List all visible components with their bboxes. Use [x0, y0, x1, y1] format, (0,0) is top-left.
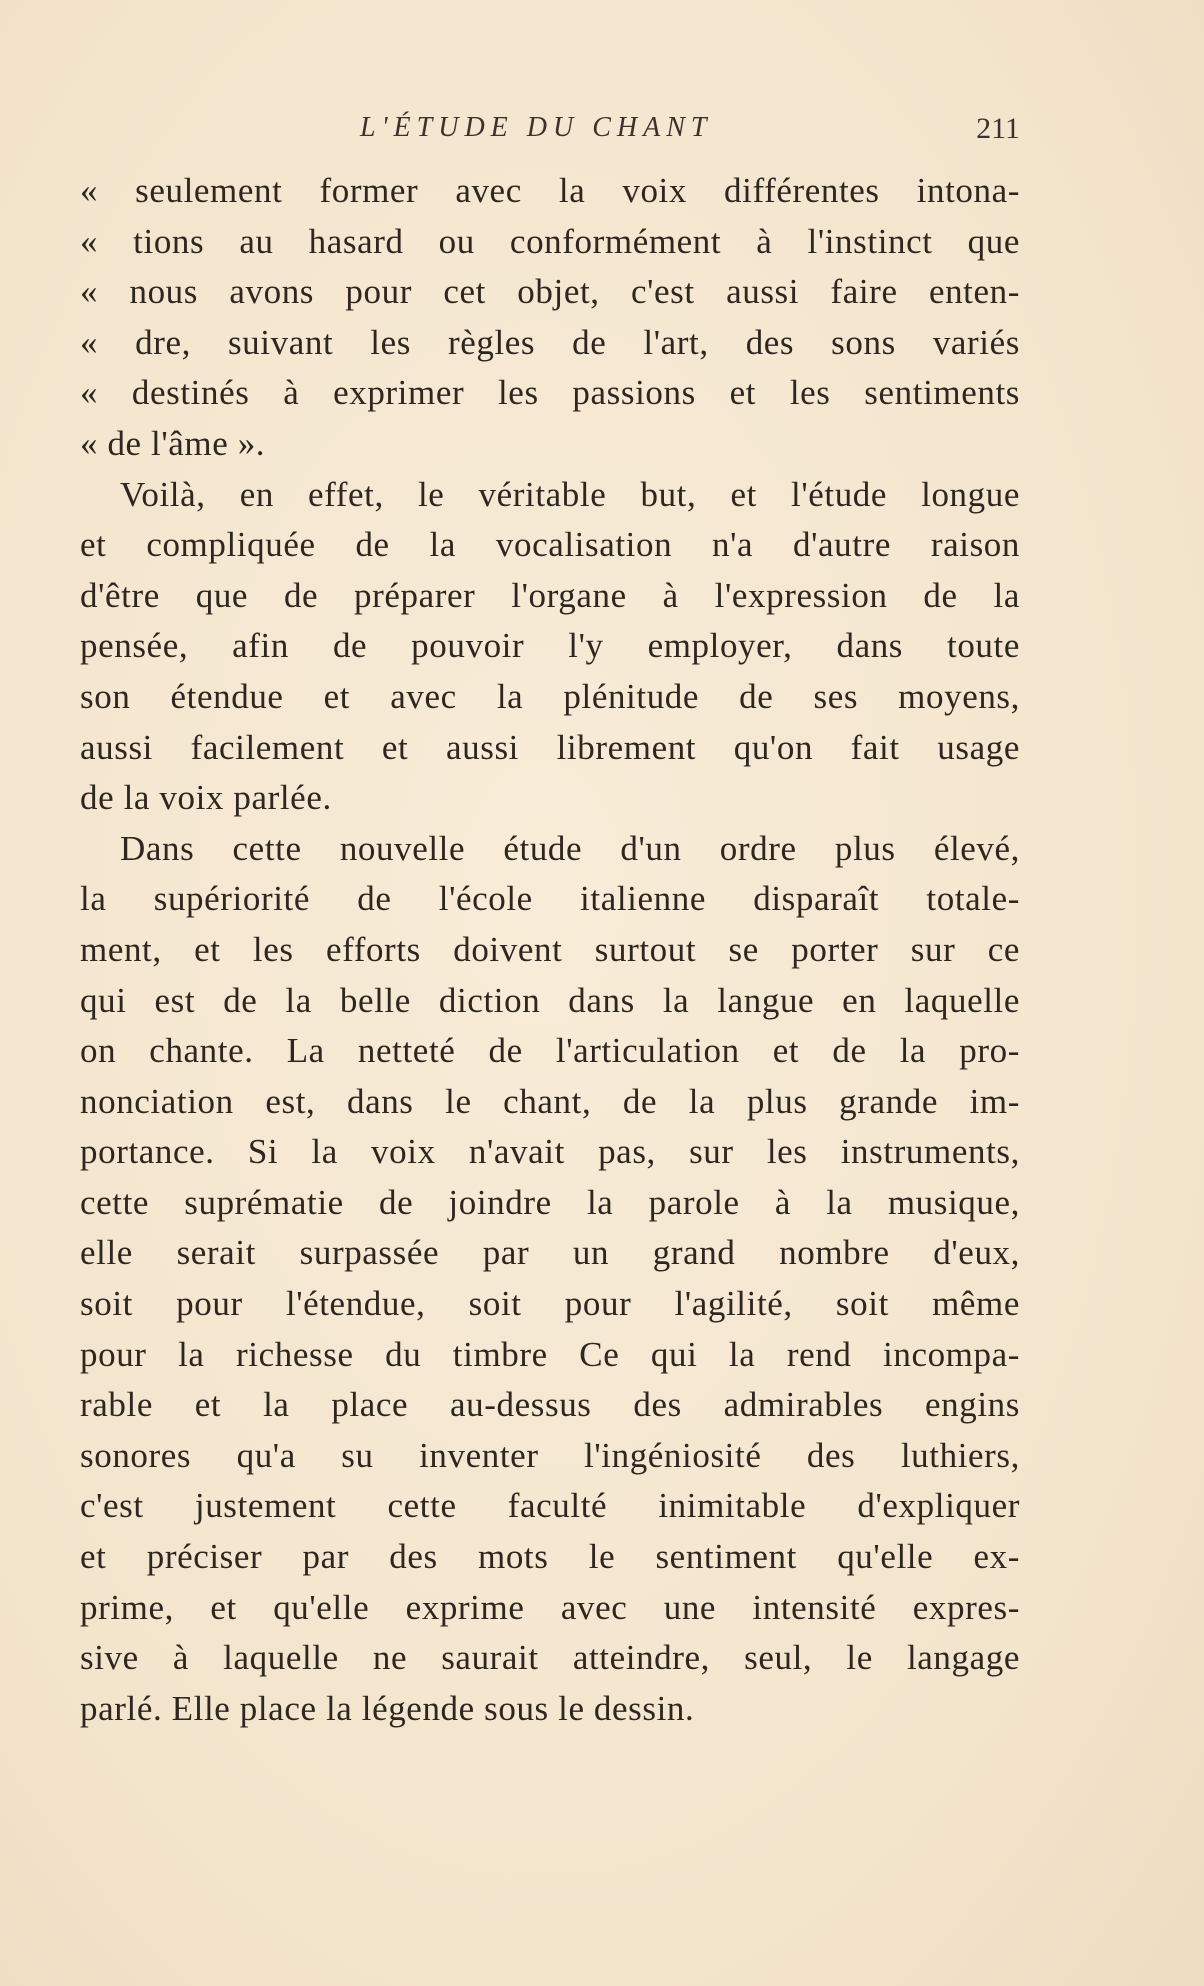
text-line: nonciation est, dans le chant, de la plus grande im-	[80, 1081, 1020, 1121]
text-line: la supériorité de l'école italienne disparaît totale-	[80, 879, 1020, 919]
body-text	[80, 166, 1020, 1734]
text-line: qui est de la belle diction dans la langue en laquelle	[80, 980, 1020, 1020]
paragraph-first-line: Voilà, en effet, le véritable but, et l'étude longue	[120, 474, 1020, 514]
text-line: ment, et les efforts doivent surtout se porter sur ce	[80, 929, 1020, 969]
text-line: rable et la place au-dessus des admirables engins	[80, 1385, 1020, 1425]
text-line: « seulement former avec la voix différentes intona-	[80, 171, 1020, 210]
text-line: c'est justement cette faculté inimitable d'expliquer	[80, 1486, 1020, 1526]
text-line: soit pour l'étendue, soit pour l'agilité, soit même	[80, 1284, 1020, 1324]
text-line: « nous avons pour cet objet, c'est aussi faire enten-	[80, 272, 1020, 312]
page-number: 211	[976, 112, 1020, 145]
text-line: « de l'âme ».	[80, 423, 266, 463]
text-line: « destinés à exprimer les passions et les sentiments	[80, 373, 1020, 413]
text-line: on chante. La netteté de l'articulation et de la pro-	[80, 1031, 1020, 1071]
text-line: sonores qu'a su inventer l'ingéniosité des luthiers,	[80, 1435, 1020, 1475]
text-line: « dre, suivant les règles de l'art, des sons variés	[80, 322, 1020, 362]
text-line: elle serait surpassée par un grand nombre d'eux,	[80, 1233, 1020, 1273]
text-line: sive à laquelle ne saurait atteindre, seul, le langage	[80, 1638, 1020, 1678]
text-line: et compliquée de la vocalisation n'a d'autre raison	[80, 525, 1020, 565]
text-line: et préciser par des mots le sentiment qu'elle ex-	[80, 1537, 1020, 1577]
text-line: pour la richesse du timbre Ce qui la rend incompa-	[80, 1334, 1020, 1374]
text-line: « tions au hasard ou conformément à l'instinct que	[80, 221, 1020, 261]
text-line: pensée, afin de pouvoir l'y employer, dans toute	[80, 626, 1020, 666]
text-line: aussi facilement et aussi librement qu'on fait usage	[80, 727, 1020, 767]
running-title: L'ÉTUDE DU CHANT	[360, 112, 713, 143]
text-line: parlé. Elle place la légende sous le dessin.	[80, 1688, 695, 1728]
text-line: cette suprématie de joindre la parole à la musique,	[80, 1182, 1020, 1222]
text-line: d'être que de préparer l'organe à l'expression de la	[80, 575, 1020, 615]
text-line: son étendue et avec la plénitude de ses moyens,	[80, 676, 1020, 716]
page-header	[80, 112, 1020, 152]
text-line: portance. Si la voix n'avait pas, sur les instruments,	[80, 1132, 1020, 1172]
paragraph-first-line: Dans cette nouvelle étude d'un ordre plus élevé,	[120, 828, 1020, 868]
text-line: prime, et qu'elle exprime avec une intensité expres-	[80, 1587, 1020, 1627]
text-line: de la voix parlée.	[80, 778, 332, 818]
